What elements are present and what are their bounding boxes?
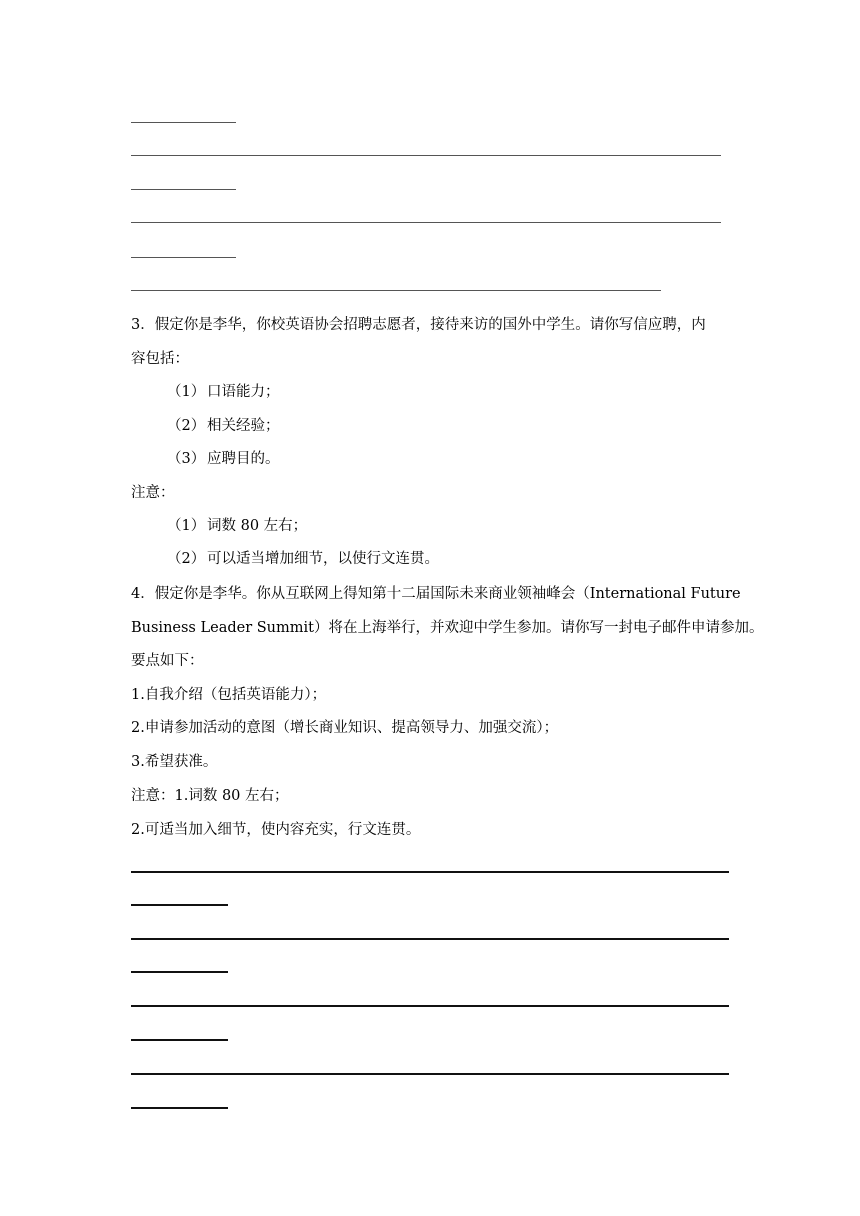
answer-line-long	[131, 938, 729, 940]
q3-item-text: 口语能力；	[207, 384, 280, 400]
q3-item-text: 相关经验；	[207, 418, 280, 434]
q3-item	[167, 449, 280, 469]
answer-line-long	[131, 1073, 729, 1075]
q4-point: 1.自我介绍（包括英语能力）；	[131, 687, 327, 703]
q3-item-number: （3）	[167, 451, 206, 467]
q3-item	[167, 382, 280, 402]
q4-prompt-line3: 要点如下：	[131, 653, 204, 669]
answer-line-long	[131, 871, 729, 873]
q3-prompt-line1: 3．假定你是李华，你校英语协会招聘志愿者，接待来访的国外中学生。请你写信应聘，内	[131, 317, 706, 333]
answer-line-short	[131, 904, 228, 906]
answer-line-short	[131, 971, 228, 973]
q3-note-number: （2）	[167, 551, 206, 567]
q4-prompt-line2: Business Leader Summit）将在上海举行，并欢迎中学生参加。请你写一封电子邮件申请参加。	[131, 620, 764, 636]
q3-note-text: 词数 80 左右；	[207, 518, 308, 534]
answer-line-long	[131, 290, 661, 291]
q4-note2: 2.可适当加入细节，使内容充实，行文连贯。	[131, 822, 421, 838]
answer-line-long	[131, 155, 721, 156]
q3-note	[167, 516, 307, 536]
q3-item-number: （2）	[167, 418, 206, 434]
answer-line-short	[131, 189, 236, 190]
q3-note-number: （1）	[167, 518, 206, 534]
q3-item	[167, 416, 280, 436]
q3-note-label: 注意：	[131, 485, 175, 501]
q3-prompt-line2: 容包括：	[131, 351, 189, 367]
q3-note	[167, 549, 439, 569]
answer-line-short	[131, 1039, 228, 1041]
answer-line-short	[131, 257, 236, 258]
q3-item-text: 应聘目的。	[207, 451, 280, 467]
answer-line-short	[131, 122, 236, 123]
answer-line-long	[131, 222, 721, 223]
q4-point: 3.希望获准。	[131, 754, 218, 770]
q4-prompt-line1: 4．假定你是李华。你从互联网上得知第十二届国际未来商业领袖峰会（International Future	[131, 586, 741, 602]
q3-note-text: 可以适当增加细节，以使行文连贯。	[207, 551, 439, 567]
answer-line-long	[131, 1005, 729, 1007]
q4-note1: 注意：1.词数 80 左右；	[131, 788, 289, 804]
answer-line-short	[131, 1107, 228, 1109]
q4-point: 2.申请参加活动的意图（增长商业知识、提高领导力、加强交流）；	[131, 720, 559, 736]
q3-item-number: （1）	[167, 384, 206, 400]
